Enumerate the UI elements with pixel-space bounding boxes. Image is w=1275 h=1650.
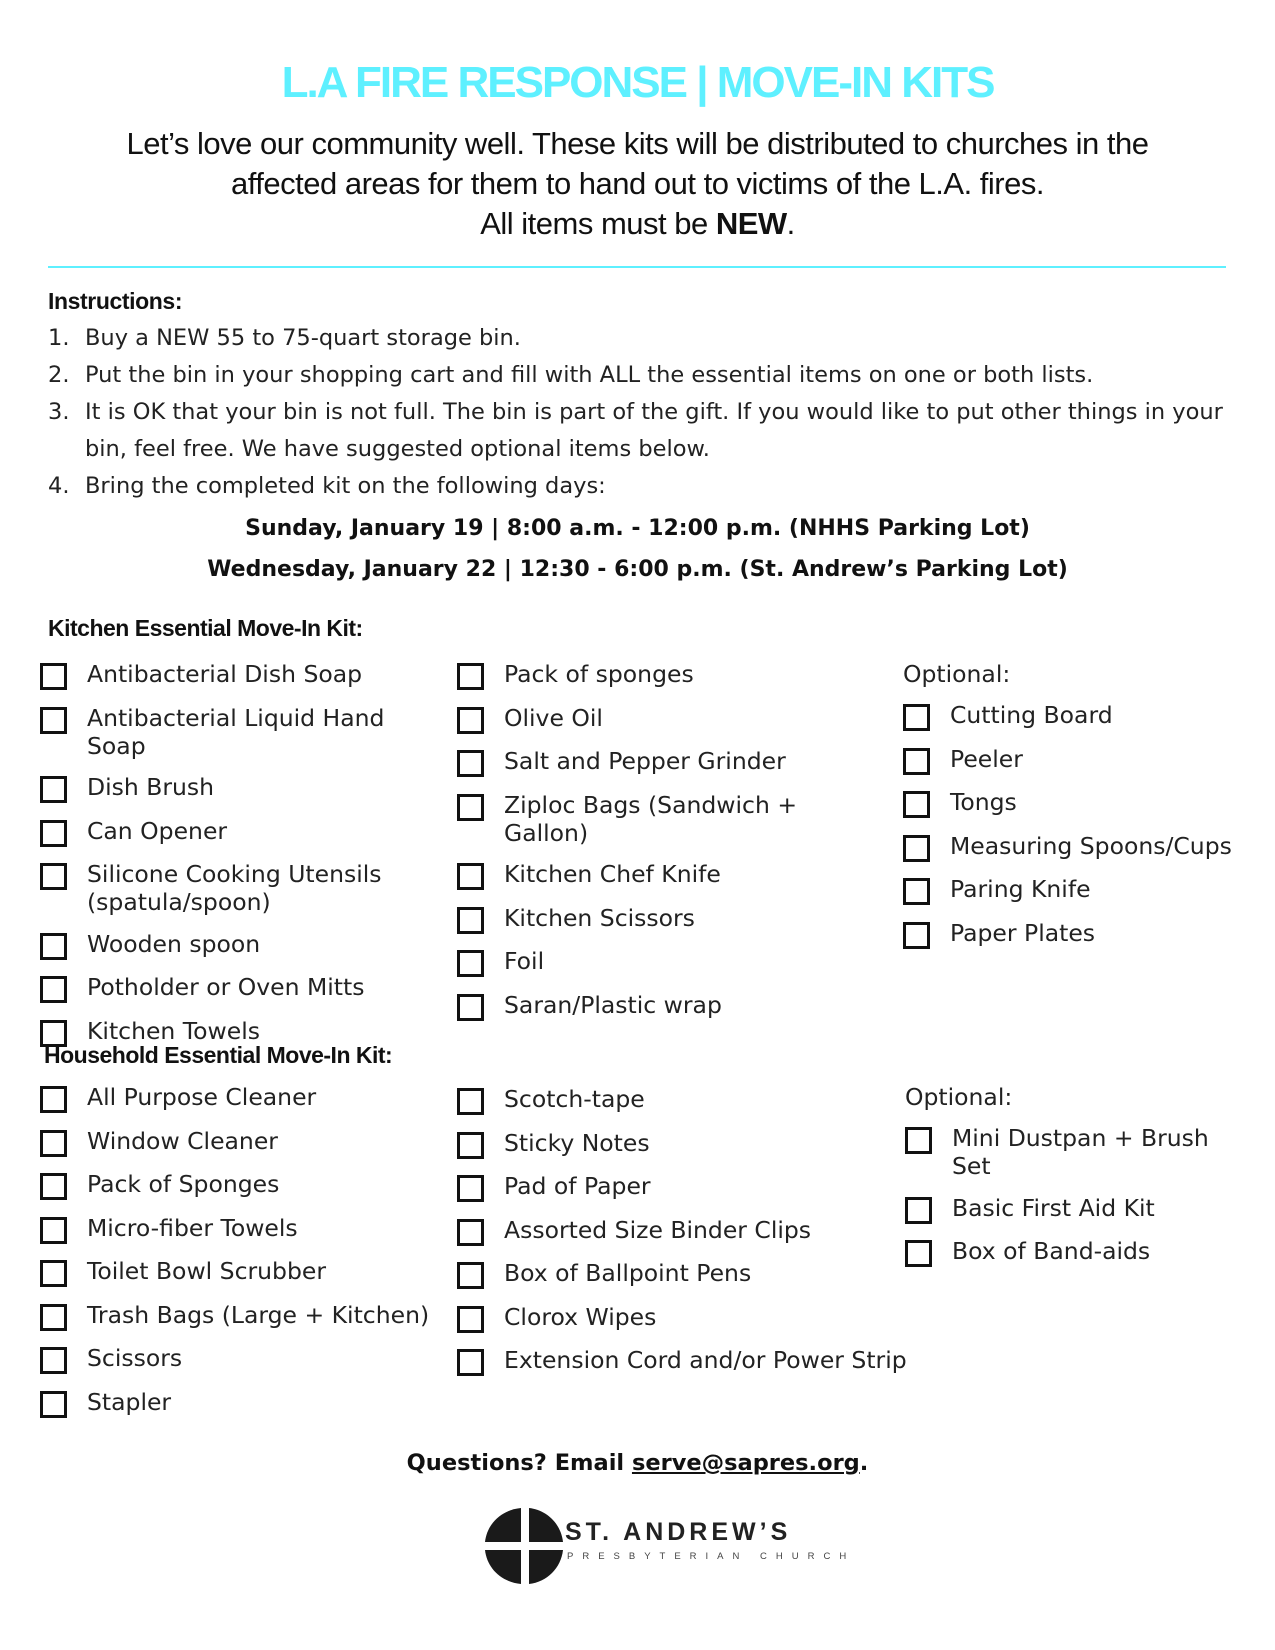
checklist-item-label: Antibacterial Liquid Hand Soap bbox=[87, 703, 385, 760]
checklist-item-label: Saran/Plastic wrap bbox=[504, 990, 722, 1019]
checklist-item bbox=[903, 701, 1243, 731]
checklist-item bbox=[457, 860, 887, 890]
checklist-item-label: Stapler bbox=[87, 1387, 172, 1416]
intro-line-1: Let’s love our community well. These kits will be distributed to churches in the bbox=[126, 126, 1149, 161]
step-text: Bring the completed kit on the following days: bbox=[85, 473, 606, 499]
checklist-item bbox=[457, 1346, 917, 1376]
checklist-item-label: Clorox Wipes bbox=[504, 1302, 657, 1331]
checklist-item-label: Antibacterial Dish Soap bbox=[87, 660, 363, 688]
checklist-item bbox=[40, 1344, 450, 1374]
checkbox[interactable] bbox=[457, 1175, 484, 1202]
checklist-item-label: Peeler bbox=[950, 744, 1023, 773]
instructions-list bbox=[48, 320, 1228, 505]
checklist-item-label: Olive Oil bbox=[504, 703, 603, 732]
instruction-step bbox=[48, 320, 1228, 357]
checkbox[interactable] bbox=[40, 1130, 67, 1157]
checklist-item bbox=[40, 930, 450, 960]
checklist-item bbox=[903, 788, 1243, 818]
checklist-item-label: Silicone Cooking Utensils (spatula/spoon) bbox=[87, 860, 382, 916]
checkbox[interactable] bbox=[40, 1391, 67, 1418]
checklist-item bbox=[40, 1083, 450, 1113]
checklist-item bbox=[40, 1127, 450, 1157]
checkbox[interactable] bbox=[40, 1217, 67, 1244]
step-number: 2. bbox=[48, 362, 70, 388]
checklist-item bbox=[457, 1216, 917, 1246]
checkbox[interactable] bbox=[40, 1086, 67, 1113]
checkbox[interactable] bbox=[40, 976, 67, 1003]
kitchen-kit-heading: Kitchen Essential Move-In Kit: bbox=[48, 615, 363, 641]
checkbox[interactable] bbox=[40, 663, 67, 690]
step-number: 1. bbox=[48, 325, 70, 351]
kitchen-optional-list bbox=[903, 701, 1243, 949]
kitchen-optional bbox=[903, 660, 1243, 962]
step-number: 3. bbox=[48, 399, 70, 425]
checklist-item-label: Basic First Aid Kit bbox=[952, 1193, 1155, 1222]
checklist-item-label: Sticky Notes bbox=[504, 1128, 650, 1157]
page-title: L.A FIRE RESPONSE | MOVE-IN KITS bbox=[281, 58, 994, 107]
checklist-item-label: Kitchen Scissors bbox=[504, 903, 695, 932]
checkbox[interactable] bbox=[457, 994, 484, 1021]
checklist-item bbox=[457, 1259, 917, 1289]
checklist-item bbox=[903, 875, 1243, 905]
checklist-item-label: Window Cleaner bbox=[87, 1126, 278, 1155]
checkbox[interactable] bbox=[457, 1306, 484, 1333]
checkbox[interactable] bbox=[457, 1219, 484, 1246]
checkbox[interactable] bbox=[40, 1304, 67, 1331]
checklist-item bbox=[40, 773, 450, 803]
checklist-item bbox=[457, 991, 887, 1021]
checkbox[interactable] bbox=[903, 835, 930, 862]
step-number: 4. bbox=[48, 473, 70, 499]
checklist-item bbox=[457, 947, 887, 977]
checklist-item-label: Tongs bbox=[950, 788, 1017, 816]
church-name: ST. ANDREW’S bbox=[565, 1518, 792, 1546]
logo-quadrant-bl bbox=[485, 1550, 521, 1584]
checklist-item-label: Scotch-tape bbox=[504, 1085, 645, 1113]
checklist-item-label: Pad of Paper bbox=[504, 1172, 651, 1200]
household-kit-heading: Household Essential Move-In Kit: bbox=[44, 1042, 393, 1068]
logo-quadrant-tr bbox=[529, 1508, 563, 1542]
checkbox[interactable] bbox=[457, 750, 484, 777]
checklist-item bbox=[40, 860, 450, 916]
checkbox[interactable] bbox=[905, 1197, 932, 1224]
intro-line-2: affected areas for them to hand out to victims of the L.A. fires. bbox=[231, 166, 1044, 201]
checklist-item bbox=[903, 832, 1243, 862]
checklist-item bbox=[40, 817, 450, 847]
checklist-item-label: Box of Band-aids bbox=[952, 1237, 1151, 1265]
kitchen-essentials-col2 bbox=[457, 660, 887, 1034]
checkbox[interactable] bbox=[40, 1347, 67, 1374]
checklist-item bbox=[905, 1194, 1245, 1224]
checklist-item bbox=[40, 973, 450, 1003]
kitchen-essentials-col1 bbox=[40, 660, 450, 1060]
intro-line-3 bbox=[40, 204, 1235, 244]
checklist-item-label: Assorted Size Binder Clips bbox=[504, 1215, 812, 1244]
checklist-item-label: Paper Plates bbox=[950, 918, 1096, 947]
contact-suffix: . bbox=[859, 1450, 869, 1476]
checkbox[interactable] bbox=[457, 707, 484, 734]
checklist-item-label: Wooden spoon bbox=[87, 929, 261, 958]
checkbox[interactable] bbox=[905, 1240, 932, 1267]
household-optional bbox=[905, 1083, 1245, 1281]
checklist-item bbox=[40, 1257, 450, 1287]
checkbox[interactable] bbox=[903, 791, 930, 818]
church-subtitle: PRESBYTERIAN CHURCH bbox=[567, 1551, 856, 1562]
divider bbox=[48, 266, 1226, 268]
checkbox[interactable] bbox=[40, 1173, 67, 1200]
checkbox[interactable] bbox=[40, 1260, 67, 1287]
checklist-item-label: Potholder or Oven Mitts bbox=[87, 973, 365, 1001]
checklist-item-label: Cutting Board bbox=[950, 701, 1113, 729]
checklist-item bbox=[457, 1129, 917, 1159]
household-optional-list bbox=[905, 1124, 1245, 1267]
checklist-item bbox=[905, 1124, 1245, 1180]
checklist-item-label: Foil bbox=[504, 947, 545, 975]
checklist-item-label: Paring Knife bbox=[950, 875, 1091, 903]
intro-line-3-prefix: All items must be bbox=[480, 206, 716, 241]
checkbox[interactable] bbox=[457, 663, 484, 690]
dropoff-date-sunday: Sunday, January 19 | 8:00 a.m. - 12:00 p.m. (NHHS Parking Lot) bbox=[245, 516, 1030, 541]
checklist-item-label: Salt and Pepper Grinder bbox=[504, 747, 786, 775]
checklist-item bbox=[903, 919, 1243, 949]
checklist-item-label: Box of Ballpoint Pens bbox=[504, 1259, 752, 1287]
checklist-item-label: All Purpose Cleaner bbox=[87, 1083, 317, 1111]
checklist-item-label: Measuring Spoons/Cups bbox=[950, 831, 1232, 860]
checkbox[interactable] bbox=[40, 776, 67, 803]
logo-quadrant-tl bbox=[485, 1508, 521, 1542]
household-essentials-col2 bbox=[457, 1085, 917, 1390]
checklist-item-label: Pack of sponges bbox=[504, 660, 694, 688]
checklist-item bbox=[40, 660, 450, 690]
intro-text bbox=[40, 124, 1235, 244]
logo-quadrant-br bbox=[529, 1550, 563, 1584]
checkbox[interactable] bbox=[903, 704, 930, 731]
instruction-step bbox=[48, 468, 1228, 505]
checkbox[interactable] bbox=[40, 933, 67, 960]
step-text: It is OK that your bin is not full. The bin is part of the gift. If you would like to put other things in your bin, feel free. We have suggested optional items below. bbox=[85, 399, 1223, 462]
checkbox[interactable] bbox=[457, 907, 484, 934]
checklist-item-label: Trash Bags (Large + Kitchen) bbox=[87, 1300, 430, 1329]
checklist-item-label: Micro-fiber Towels bbox=[87, 1213, 298, 1242]
checkbox[interactable] bbox=[457, 1349, 484, 1376]
instruction-step bbox=[48, 357, 1228, 394]
checklist-item bbox=[903, 745, 1243, 775]
checkbox[interactable] bbox=[903, 922, 930, 949]
contact-prefix: Questions? Email bbox=[406, 1450, 632, 1476]
checklist-item bbox=[457, 1085, 917, 1115]
checkbox[interactable] bbox=[903, 748, 930, 775]
step-text: Buy a NEW 55 to 75-quart storage bin. bbox=[85, 325, 521, 351]
checkbox[interactable] bbox=[457, 794, 484, 821]
checklist-item bbox=[457, 1172, 917, 1202]
checklist-item bbox=[457, 704, 887, 734]
checkbox[interactable] bbox=[40, 863, 67, 890]
checklist-item bbox=[457, 1303, 917, 1333]
checkbox[interactable] bbox=[457, 1262, 484, 1289]
checkbox[interactable] bbox=[457, 950, 484, 977]
checklist-item bbox=[457, 791, 887, 847]
checklist-item bbox=[457, 660, 887, 690]
checklist-item bbox=[40, 1170, 450, 1200]
intro-line-3-suffix: . bbox=[786, 206, 795, 241]
instructions-heading: Instructions: bbox=[48, 288, 183, 314]
checklist-item-label: Dish Brush bbox=[87, 773, 215, 801]
checklist-item-label: Pack of Sponges bbox=[87, 1170, 280, 1198]
checkbox[interactable] bbox=[40, 820, 67, 847]
checklist-item-label: Scissors bbox=[87, 1344, 183, 1372]
intro-new-emphasis: NEW bbox=[715, 206, 787, 241]
checklist-item-label: Extension Cord and/or Power Strip bbox=[504, 1346, 907, 1374]
checklist-item bbox=[40, 1301, 450, 1331]
checkbox[interactable] bbox=[905, 1127, 932, 1154]
checklist-item bbox=[457, 904, 887, 934]
checklist-item-label: Ziploc Bags (Sandwich + Gallon) bbox=[504, 790, 798, 847]
household-essentials-col1 bbox=[40, 1083, 450, 1431]
checkbox[interactable] bbox=[40, 707, 67, 734]
checkbox[interactable] bbox=[457, 863, 484, 890]
checklist-item bbox=[905, 1237, 1245, 1267]
contact-email-link[interactable]: serve@sapres.org bbox=[631, 1450, 860, 1476]
step-text: Put the bin in your shopping cart and fill with ALL the essential items on one or both lists. bbox=[85, 362, 1094, 388]
checklist-item bbox=[40, 1214, 450, 1244]
checkbox[interactable] bbox=[457, 1132, 484, 1159]
checkbox[interactable] bbox=[903, 878, 930, 905]
optional-label: Optional: bbox=[903, 660, 1011, 688]
checkbox[interactable] bbox=[457, 1088, 484, 1115]
dropoff-date-wednesday: Wednesday, January 22 | 12:30 - 6:00 p.m. (St. Andrew’s Parking Lot) bbox=[207, 557, 1068, 582]
checklist-item bbox=[457, 747, 887, 777]
checklist-item-label: Can Opener bbox=[87, 816, 228, 845]
optional-label: Optional: bbox=[905, 1083, 1013, 1111]
contact-line bbox=[0, 1450, 1275, 1476]
checklist-item-label: Mini Dustpan + Brush Set bbox=[952, 1124, 1209, 1180]
checklist-item-label: Kitchen Chef Knife bbox=[504, 860, 721, 888]
checklist-item bbox=[40, 1388, 450, 1418]
checklist-item-label: Toilet Bowl Scrubber bbox=[87, 1257, 327, 1285]
instruction-step bbox=[48, 394, 1228, 468]
checklist-item bbox=[40, 704, 450, 760]
checklist-item-label: Kitchen Towels bbox=[87, 1016, 260, 1045]
